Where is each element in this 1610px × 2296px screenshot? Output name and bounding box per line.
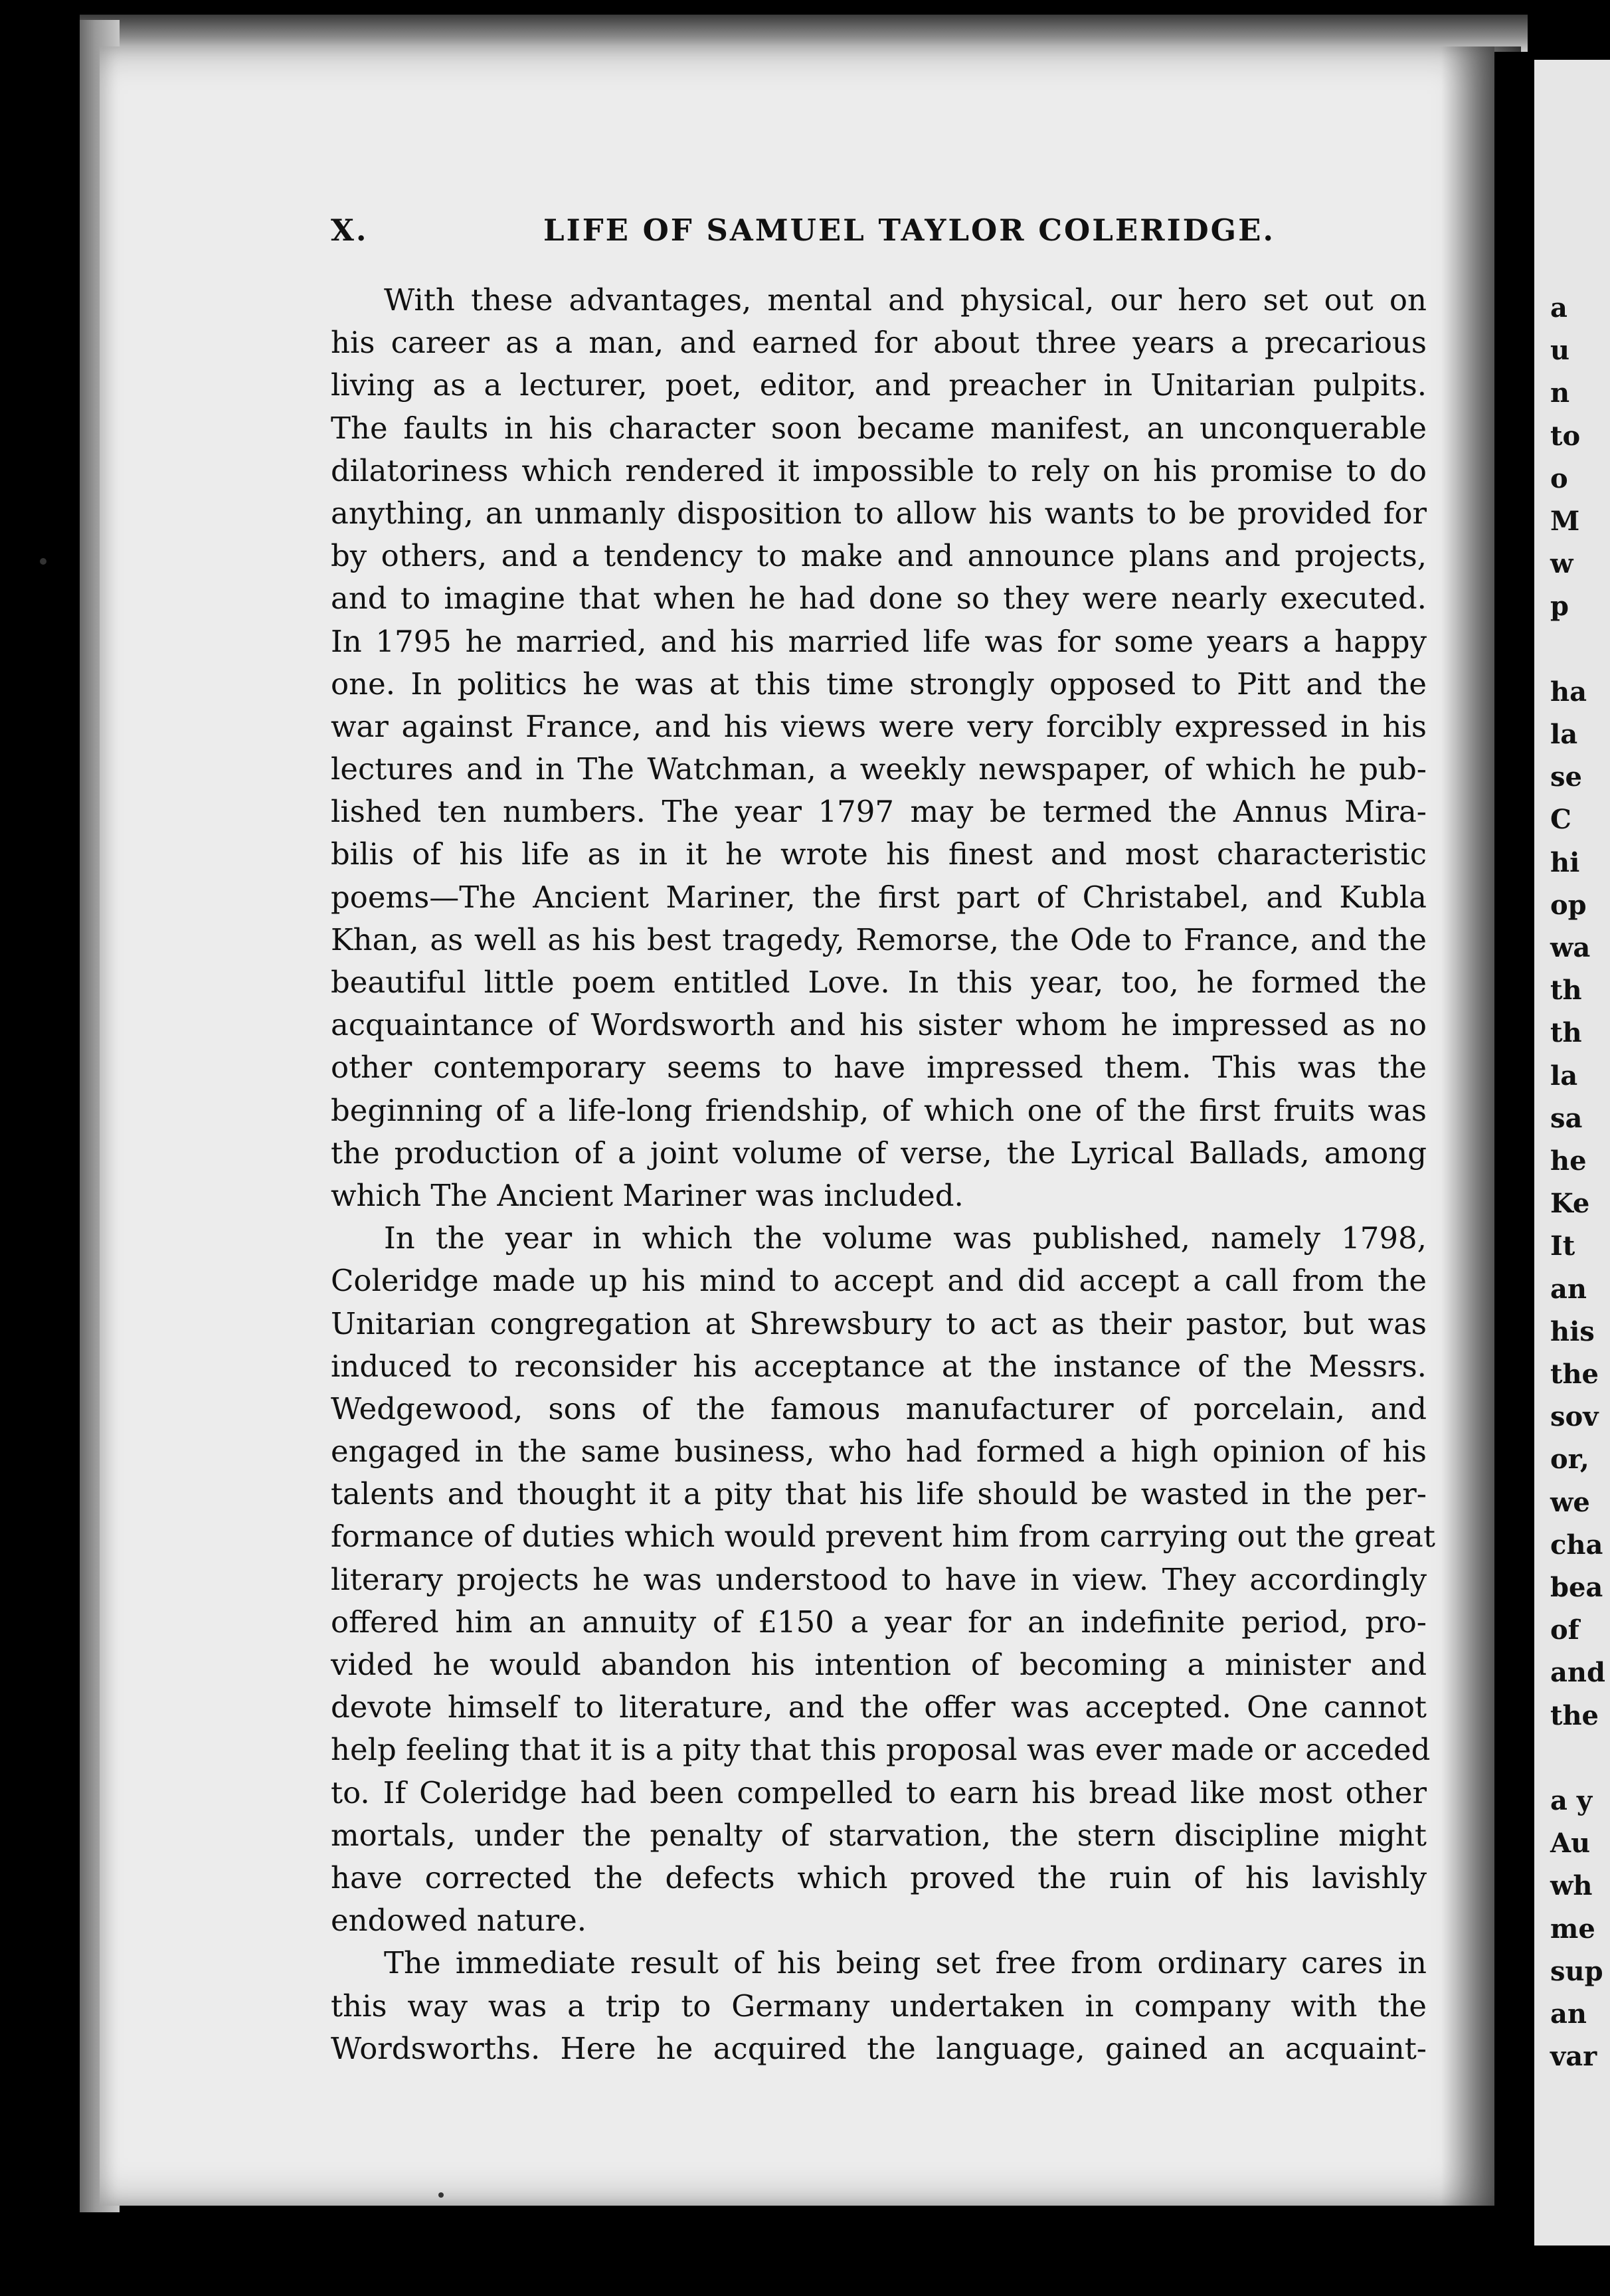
facing-page-fragment: th xyxy=(1550,975,1582,1006)
body-text xyxy=(331,279,1435,2070)
text-line: dilatoriness which rendered it impossible to rely on his promise to do xyxy=(331,452,1427,488)
text-line: vided he would abandon his intention of becoming a minister and xyxy=(331,1647,1427,1682)
text-line: to. If Coleridge had been compelled to earn his bread like most other xyxy=(331,1774,1427,1810)
text-line: formance of duties which would prevent him from carrying out the great xyxy=(331,1519,1435,1555)
text-line: devote himself to literature, and the offer was accepted. One cannot xyxy=(331,1689,1427,1725)
facing-page-fragment: or, xyxy=(1550,1444,1589,1476)
running-head xyxy=(331,213,1427,252)
text-line: Coleridge made up his mind to accept and did accept a call from the xyxy=(331,1263,1427,1299)
text-line: war against France, and his views were very forcibly expressed in his xyxy=(331,708,1427,744)
facing-page-fragment: sa xyxy=(1550,1102,1583,1134)
text-line: With these advantages, mental and physical, our hero set out on xyxy=(384,282,1427,318)
facing-page-fragment: to xyxy=(1550,420,1581,452)
facing-page-fragment: It xyxy=(1550,1230,1575,1262)
gutter-shadow xyxy=(1441,47,1521,2206)
text-line: induced to reconsider his acceptance at the instance of the Messrs. xyxy=(331,1348,1427,1384)
text-line: which The Ancient Mariner was included. xyxy=(331,1177,964,1213)
facing-page-fragment: a y xyxy=(1550,1785,1593,1816)
facing-page-fragment: he xyxy=(1550,1145,1587,1177)
text-line: In 1795 he married, and his married life was for some years a happy xyxy=(331,623,1427,659)
text-line: talents and thought it a pity that his life should be wasted in the per- xyxy=(331,1476,1427,1512)
text-line: endowed nature. xyxy=(331,1903,587,1939)
facing-page-fragment: la xyxy=(1550,719,1578,750)
text-line: by others, and a tendency to make and announce plans and projects, xyxy=(331,538,1427,574)
facing-page-fragment: and xyxy=(1550,1657,1605,1689)
text-line: other contemporary seems to have impressed them. This was the xyxy=(331,1050,1427,1086)
facing-page-fragment: ha xyxy=(1550,676,1587,708)
text-line: engaged in the same business, who had formed a high opinion of his xyxy=(331,1434,1427,1470)
facing-page-fragment: wh xyxy=(1550,1870,1593,1902)
text-line: bilis of his life as in it he wrote his finest and most characteristic xyxy=(331,836,1427,872)
text-line: Wordsworths. Here he acquired the language, gained an acquaint- xyxy=(331,2030,1427,2066)
facing-page-fragment: p xyxy=(1550,591,1569,622)
text-line: anything, an unmanly disposition to allow his wants to be provided for xyxy=(331,495,1427,531)
facing-page-fragment: n xyxy=(1550,377,1570,409)
facing-page-fragment: the xyxy=(1550,1699,1599,1731)
page-number: X. xyxy=(331,213,369,248)
facing-page-fragment: of xyxy=(1550,1614,1579,1646)
facing-page-fragment: an xyxy=(1550,1273,1587,1305)
facing-page-fragment: u xyxy=(1550,335,1570,367)
facing-page-fragment: var xyxy=(1550,2041,1597,2073)
facing-page-fragment: sov xyxy=(1550,1401,1599,1433)
facing-page-fragment: a xyxy=(1550,292,1567,324)
text-line: lectures and in The Watchman, a weekly newspaper, of which he pub- xyxy=(331,751,1427,787)
text-line: beginning of a life-long friendship, of which one of the first fruits was xyxy=(331,1092,1427,1128)
text-line: Unitarian congregation at Shrewsbury to act as their pastor, but was xyxy=(331,1305,1427,1341)
facing-page-fragment: we xyxy=(1550,1486,1590,1518)
text-line: literary projects he was understood to have in view. They accordingly xyxy=(331,1561,1427,1597)
page-title: LIFE OF SAMUEL TAYLOR COLERIDGE. xyxy=(543,213,1276,248)
facing-page-fragment: an xyxy=(1550,1998,1587,2030)
text-line: Wedgewood, sons of the famous manufacturer of porcelain, and xyxy=(331,1390,1427,1426)
facing-page-fragment: o xyxy=(1550,462,1568,494)
scan-speck xyxy=(40,558,46,565)
text-line: mortals, under the penalty of starvation, the stern discipline might xyxy=(331,1817,1427,1853)
facing-page-fragment: Ke xyxy=(1550,1188,1590,1220)
text-line: beautiful little poem entitled Love. In this year, too, he formed the xyxy=(331,965,1427,1000)
text-line: lished ten numbers. The year 1797 may be termed the Annus Mira- xyxy=(331,794,1427,830)
facing-page-fragment: sup xyxy=(1550,1955,1603,1987)
text-line: and to imagine that when he had done so they were nearly executed. xyxy=(331,581,1427,617)
text-line: The immediate result of his being set free from ordinary cares in xyxy=(384,1945,1427,1981)
text-line: poems—The Ancient Mariner, the first part of Christabel, and Kubla xyxy=(331,879,1427,915)
facing-page-fragment: cha xyxy=(1550,1529,1603,1561)
facing-page-fragment: me xyxy=(1550,1913,1595,1945)
facing-page-fragment: his xyxy=(1550,1315,1595,1347)
text-line: acquaintance of Wordsworth and his sister whom he impressed as no xyxy=(331,1007,1427,1043)
facing-page-fragment: hi xyxy=(1550,846,1580,878)
facing-page-fragment: w xyxy=(1550,548,1573,580)
text-line: The faults in his character soon became manifest, an unconquerable xyxy=(331,410,1427,446)
facing-page-fragment: se xyxy=(1550,761,1582,793)
facing-page-fragment: la xyxy=(1550,1060,1578,1092)
facing-page-fragment: bea xyxy=(1550,1572,1603,1603)
facing-page-fragment: op xyxy=(1550,889,1587,921)
text-line: the production of a joint volume of verse, the Lyrical Ballads, among xyxy=(331,1135,1427,1171)
facing-page-fragment: M xyxy=(1550,506,1580,537)
text-line: this way was a trip to Germany undertaken in company with the xyxy=(331,1988,1427,2024)
facing-page xyxy=(1534,60,1610,2246)
scan-speck xyxy=(438,2192,444,2198)
facing-page-fragment: wa xyxy=(1550,932,1591,963)
text-line: living as a lecturer, poet, editor, and preacher in Unitarian pulpits. xyxy=(331,367,1427,403)
facing-page-fragment: C xyxy=(1550,804,1571,836)
text-line: have corrected the defects which proved the ruin of his lavishly xyxy=(331,1860,1427,1895)
facing-page-fragment: the xyxy=(1550,1359,1599,1390)
text-line: In the year in which the volume was published, namely 1798, xyxy=(384,1220,1427,1256)
text-line: one. In politics he was at this time strongly opposed to Pitt and the xyxy=(331,666,1427,702)
text-line: help feeling that it is a pity that this proposal was ever made or acceded xyxy=(331,1732,1431,1768)
facing-page-fragment: Au xyxy=(1550,1828,1591,1860)
text-line: his career as a man, and earned for about three years a precarious xyxy=(331,325,1427,361)
text-line: offered him an annuity of £150 a year for an indefinite period, pro- xyxy=(331,1604,1427,1640)
text-line: Khan, as well as his best tragedy, Remorse, the Ode to France, and the xyxy=(331,921,1427,957)
facing-page-fragment: th xyxy=(1550,1017,1582,1049)
